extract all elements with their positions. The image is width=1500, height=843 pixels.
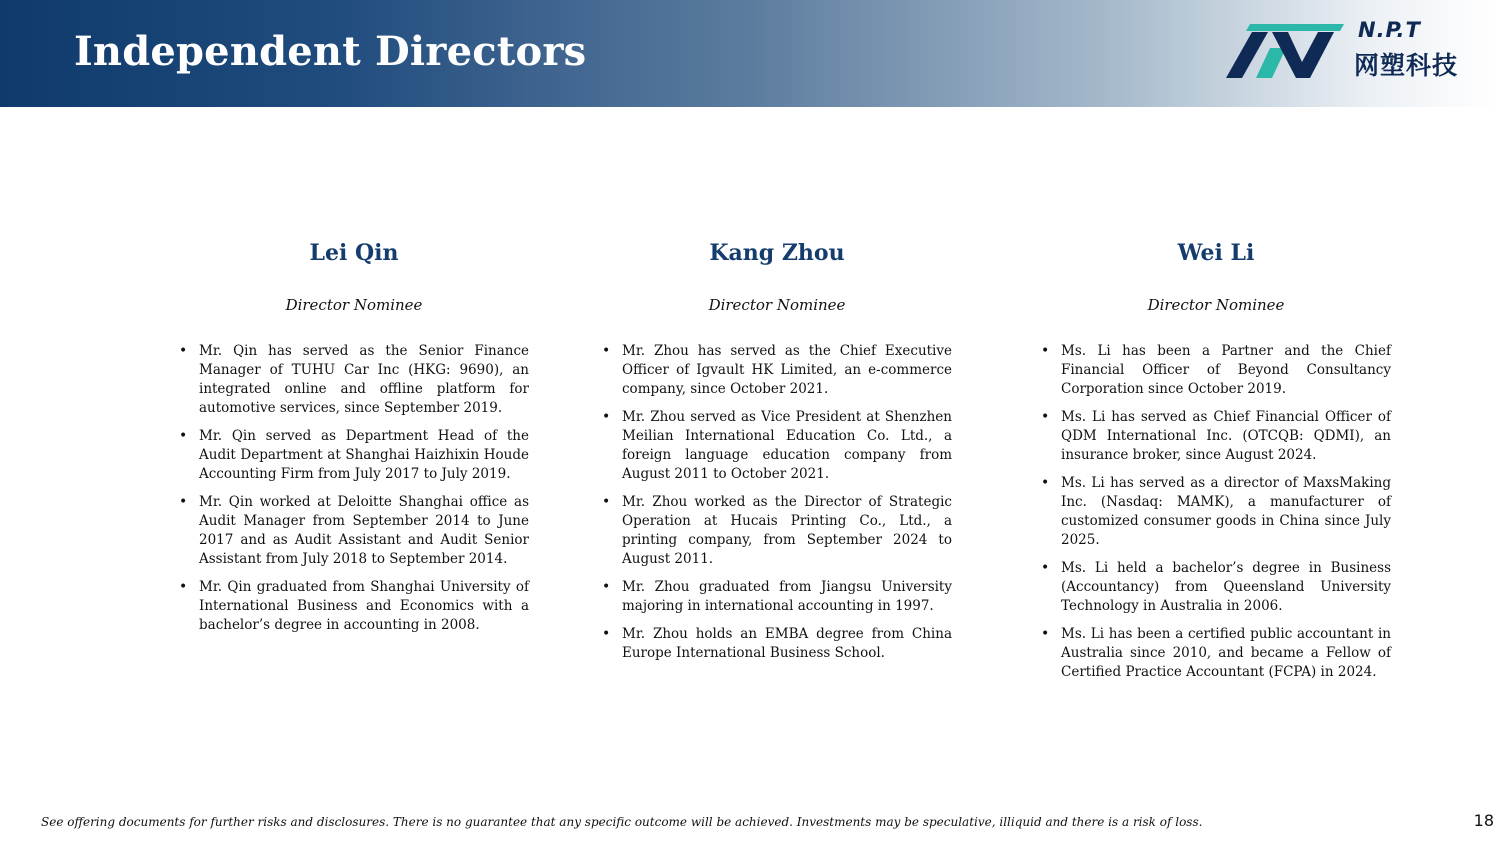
page-title: Independent Directors bbox=[74, 28, 587, 75]
header-banner bbox=[0, 0, 1500, 107]
bio-item: • Mr. Qin has served as the Senior Finance Manager of TUHU Car Inc (HKG: 9690), an integrated online and offline platform for automotive services, since September 2019. bbox=[179, 342, 529, 418]
director-name: Kang Zhou bbox=[709, 240, 845, 266]
bio-item: • Mr. Zhou holds an EMBA degree from China Europe International Business School. bbox=[602, 625, 952, 663]
logo-latin-text: N.P.T bbox=[1358, 18, 1421, 42]
director-bio-list bbox=[179, 342, 529, 635]
logo-chinese-text: 网塑科技 bbox=[1354, 51, 1459, 80]
director-column-kang-zhou bbox=[602, 240, 952, 672]
bio-item: • Mr. Zhou worked as the Director of Strategic Operation at Hucais Printing Co., Ltd., a printing company, from September 2024 to August 2011. bbox=[602, 493, 952, 569]
director-bio-list bbox=[602, 342, 952, 663]
director-name: Wei Li bbox=[1177, 240, 1255, 266]
bio-item: • Ms. Li has served as a director of MaxsMaking Inc. (Nasdaq: MAMK), a manufacturer of customized consumer goods in China since July 2025. bbox=[1041, 474, 1391, 550]
bio-item: • Ms. Li has been a Partner and the Chief Financial Officer of Beyond Consultancy Corporation since October 2019. bbox=[1041, 342, 1391, 399]
director-role: Director Nominee bbox=[285, 296, 423, 314]
npt-logo-icon bbox=[1226, 18, 1348, 80]
director-column-lei-qin bbox=[179, 240, 529, 644]
bio-item: • Mr. Qin worked at Deloitte Shanghai office as Audit Manager from September 2014 to June 2017 and as Audit Assistant and Audit Senior Assistant from July 2018 to September 2014. bbox=[179, 493, 529, 569]
director-role: Director Nominee bbox=[1147, 296, 1285, 314]
bio-item: • Mr. Zhou served as Vice President at Shenzhen Meilian International Education Co. Ltd., a foreign language education company from August 2011 to October 2021. bbox=[602, 408, 952, 484]
bio-item: • Ms. Li has served as Chief Financial Officer of QDM International Inc. (OTCQB: QDMI), an insurance broker, since August 2024. bbox=[1041, 408, 1391, 465]
company-logo bbox=[1226, 18, 1488, 80]
footer-disclaimer: See offering documents for further risks and disclosures. There is no guarantee that any specific outcome will be achieved. Investments may be speculative, illiquid and there is a risk of loss. bbox=[41, 815, 1203, 829]
bio-item: • Ms. Li held a bachelor’s degree in Business (Accountancy) from Queensland University Technology in Australia in 2006. bbox=[1041, 559, 1391, 616]
page-number: 18 bbox=[1473, 811, 1494, 830]
director-role: Director Nominee bbox=[708, 296, 846, 314]
bio-item: • Mr. Qin graduated from Shanghai University of International Business and Economics with a bachelor’s degree in accounting in 2008. bbox=[179, 578, 529, 635]
bio-item: • Ms. Li has been a certified public accountant in Australia since 2010, and became a Fellow of Certified Practice Accountant (FCPA) in 2024. bbox=[1041, 625, 1391, 682]
director-bio-list bbox=[1041, 342, 1391, 682]
bio-item: • Mr. Zhou graduated from Jiangsu University majoring in international accounting in 1997. bbox=[602, 578, 952, 616]
bio-item: • Mr. Zhou has served as the Chief Executive Officer of Igvault HK Limited, an e-commerce company, since October 2021. bbox=[602, 342, 952, 399]
director-column-wei-li bbox=[1041, 240, 1391, 691]
bio-item: • Mr. Qin served as Department Head of the Audit Department at Shanghai Haizhixin Houde Accounting Firm from July 2017 to July 2019. bbox=[179, 427, 529, 484]
director-name: Lei Qin bbox=[309, 240, 399, 266]
